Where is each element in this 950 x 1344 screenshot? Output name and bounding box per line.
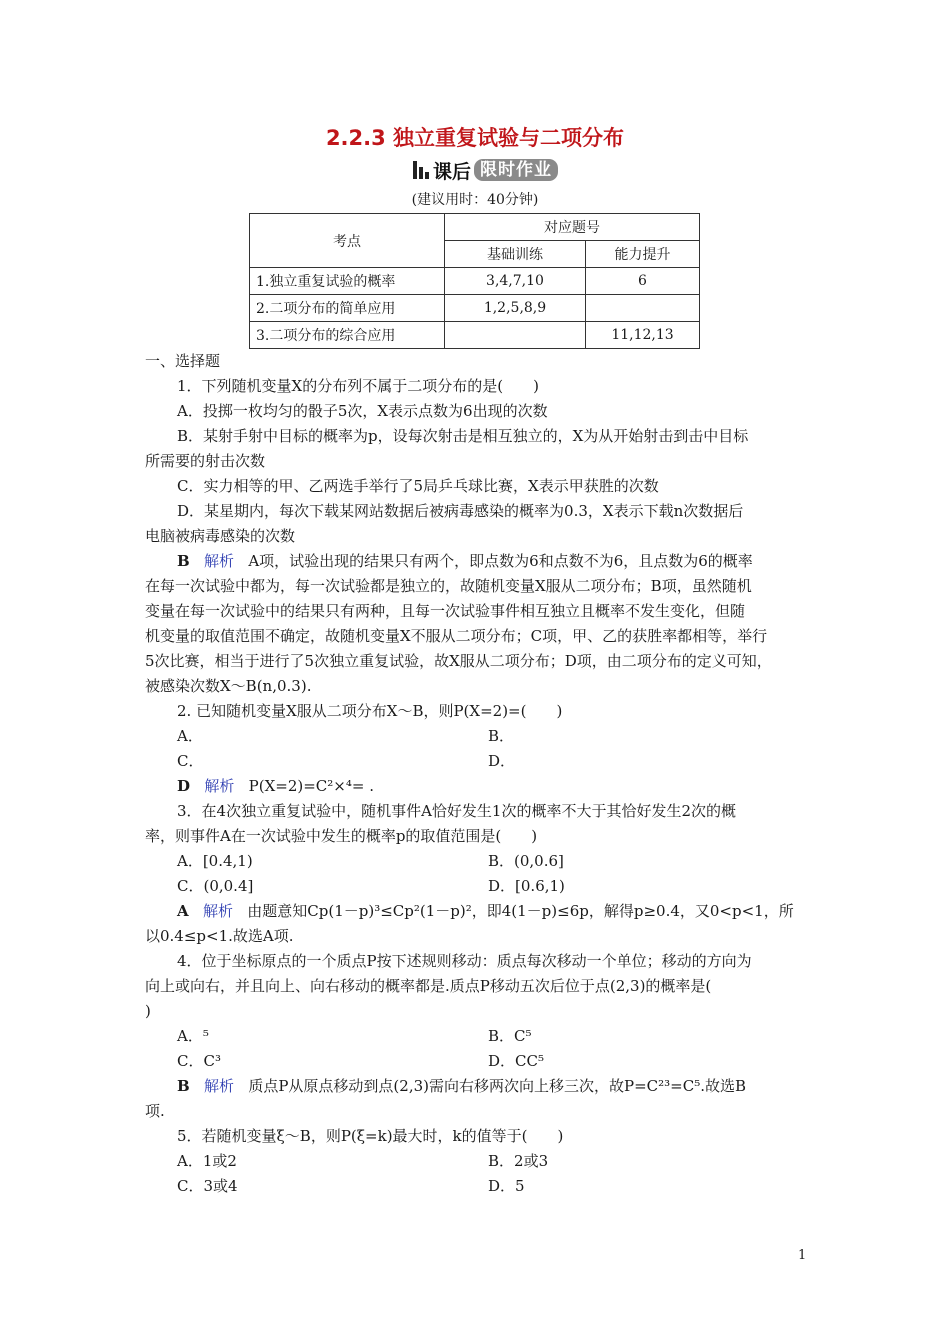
- homework-banner: [413, 158, 558, 182]
- analysis-label: 解析: [202, 902, 233, 920]
- section-heading: 一、选择题: [145, 352, 221, 370]
- analysis-text: A项，试验出现的结果只有两个，即点数为6和点数不为6，且点数为6的概率: [248, 552, 753, 570]
- q1-option-b-cont: 所需要的射击次数: [145, 452, 266, 470]
- q5-stem: 5．若随机变量ξ～B，则P(ξ=k)最大时，k的值等于( ): [177, 1127, 564, 1145]
- q4-analysis: [177, 1074, 746, 1098]
- q1-option-d: D．某星期内，每次下载某网站数据后被病毒感染的概率为0.3，X表示下载n次数据后: [177, 502, 744, 520]
- q1-analysis: [177, 549, 753, 573]
- q3-stem: 3．在4次独立重复试验中，随机事件A恰好发生1次的概率不大于其恰好发生2次的概: [177, 802, 737, 820]
- analysis-line: 在每一次试验中都为，每一次试验都是独立的，故随机变量X服从二项分布；B项，虽然随机: [145, 577, 752, 595]
- analysis-text: 由题意知Cp(1－p)³≤Cp²(1－p)²，即4(1－p)≤6p，解得p≥0.4，又0<p<1，所: [247, 902, 794, 920]
- analysis-line: 以0.4≤p<1.故选A项.: [145, 927, 294, 945]
- q2-option-d: D．: [488, 752, 516, 770]
- q4-stem: 4．位于坐标原点的一个质点P按下述规则移动：质点每次移动一个单位；移动的方向为: [177, 952, 752, 970]
- analysis-label: 解析: [204, 552, 235, 570]
- suggested-time: (建议用时：40分钟): [411, 192, 539, 208]
- q3-option-a: A．[0.4,1): [177, 852, 253, 870]
- answer-letter: B: [177, 552, 190, 570]
- banner-text-main: 课后: [433, 160, 472, 183]
- page-title: 2.2.3 独立重复试验与二项分布: [325, 126, 625, 150]
- q4-option-b: B．C⁵: [488, 1027, 532, 1045]
- analysis-line: 项.: [145, 1102, 165, 1120]
- analysis-text: P(X=2)=C²×⁴= .: [248, 777, 374, 795]
- q5-option-d: D．5: [488, 1177, 525, 1195]
- analysis-line: 变量在每一次试验中的结果只有两种，且每一次试验事件相互独立且概率不发生变化，但随: [145, 602, 746, 620]
- table-cell: [586, 295, 700, 322]
- q2-analysis: [177, 774, 374, 798]
- q4-stem-end: ): [145, 1002, 151, 1020]
- answer-letter: B: [177, 1077, 190, 1095]
- q3-option-c: C．(0,0.4]: [177, 877, 254, 895]
- analysis-label: 解析: [204, 777, 235, 795]
- q5-option-c: C．3或4: [177, 1177, 238, 1195]
- table-header-advanced: 能力提升: [586, 241, 700, 268]
- q4-stem-cont: 向上或向右，并且向上、向右移动的概率都是.质点P移动五次后位于点(2,3)的概率是(: [145, 977, 712, 995]
- analysis-line: 5次比赛，相当于进行了5次独立重复试验，故X服从二项分布；D项，由二项分布的定义可知，: [145, 652, 772, 670]
- table-row: [250, 295, 700, 322]
- answer-letter: A: [177, 902, 189, 920]
- analysis-line: 机变量的取值范围不确定，故随机变量X不服从二项分布；C项，甲、乙的获胜率都相等，举行: [145, 627, 768, 645]
- q2-option-a: A．: [177, 727, 203, 745]
- table-cell: [445, 322, 586, 349]
- analysis-label: 解析: [204, 1077, 235, 1095]
- table-cell: 1.独立重复试验的概率: [250, 268, 445, 295]
- table-cell: 1,2,5,8,9: [445, 295, 586, 322]
- q3-stem-cont: 率，则事件A在一次试验中发生的概率p的取值范围是( ): [145, 827, 538, 845]
- analysis-text: 质点P从原点移动到点(2,3)需向右移两次向上移三次，故P=C²³=C⁵.故选B: [248, 1077, 746, 1095]
- q2-option-b: B．: [488, 727, 515, 745]
- table-row: [250, 268, 700, 295]
- table-row: [250, 322, 700, 349]
- q4-option-c: C．C³: [177, 1052, 221, 1070]
- q2-stem: 2. 已知随机变量X服从二项分布X～B，则P(X=2)=( ): [177, 702, 563, 720]
- page-number: 1: [798, 1248, 807, 1263]
- topic-table: [249, 213, 700, 349]
- table-cell: 6: [586, 268, 700, 295]
- answer-letter: D: [177, 777, 191, 795]
- q1-option-d-cont: 电脑被病毒感染的次数: [145, 527, 296, 545]
- q3-option-d: D．[0.6,1): [488, 877, 565, 895]
- q1-option-b: B．某射手射中目标的概率为p，设每次射击是相互独立的，X为从开始射击到击中目标: [177, 427, 749, 445]
- table-header-topic: 考点: [250, 214, 445, 268]
- table-cell: 11,12,13: [586, 322, 700, 349]
- q3-option-b: B．(0,0.6]: [488, 852, 564, 870]
- q4-option-a: A．⁵: [177, 1027, 209, 1045]
- q2-option-c: C．: [177, 752, 204, 770]
- q5-option-a: A．1或2: [177, 1152, 237, 1170]
- q1-option-a: A．投掷一枚均匀的骰子5次，X表示点数为6出现的次数: [177, 402, 548, 420]
- table-header-basic: 基础训练: [445, 241, 586, 268]
- q5-option-b: B．2或3: [488, 1152, 549, 1170]
- bar-chart-icon: [413, 161, 429, 179]
- banner-text-pill: 限时作业: [474, 159, 558, 181]
- q1-stem: 1．下列随机变量X的分布列不属于二项分布的是( ): [177, 377, 539, 395]
- q4-option-d: D．CC⁵: [488, 1052, 544, 1070]
- analysis-line: 被感染次数X～B(n,0.3).: [145, 677, 312, 695]
- table-cell: 2.二项分布的简单应用: [250, 295, 445, 322]
- q1-option-c: C．实力相等的甲、乙两选手举行了5局乒乓球比赛，X表示甲获胜的次数: [177, 477, 659, 495]
- table-cell: 3.二项分布的综合应用: [250, 322, 445, 349]
- table-cell: 3,4,7,10: [445, 268, 586, 295]
- q3-analysis: [177, 899, 794, 923]
- table-header-group: 对应题号: [445, 214, 700, 241]
